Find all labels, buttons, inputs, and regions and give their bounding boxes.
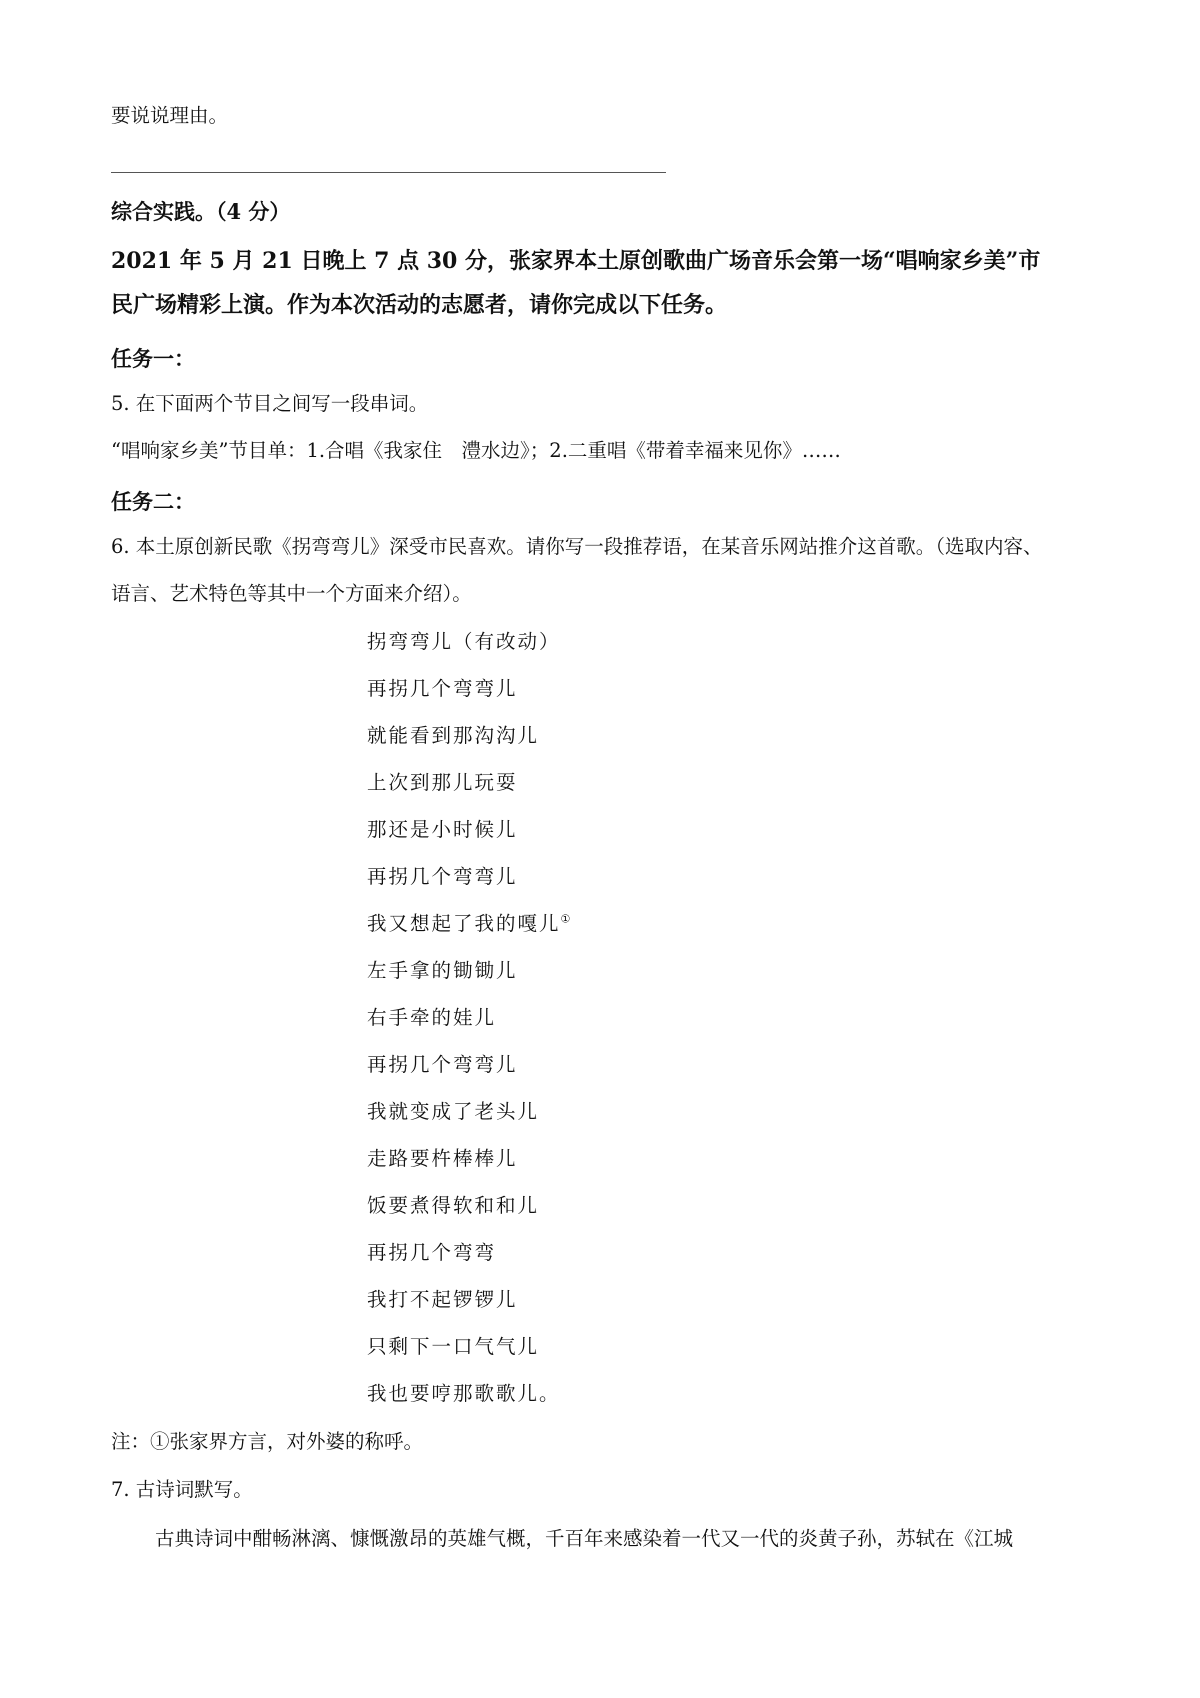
question-6-line-2: 语言、艺术特色等其中一个方面来介绍）。: [111, 582, 472, 605]
poem-line: 我就变成了老头儿: [367, 1100, 540, 1123]
answer-line: [111, 172, 666, 173]
poem-line: 再拐几个弯弯儿: [367, 865, 518, 888]
question-7-text: 古典诗词中酣畅淋漓、慷慨激昂的英雄气概，千百年来感染着一代又一代的炎黄子孙，苏轼在《江城: [155, 1527, 1014, 1550]
footnote-marker: ①: [560, 912, 573, 926]
poem-line: 就能看到那沟沟儿: [367, 724, 540, 747]
task-one-title: 任务一：: [111, 346, 195, 371]
poem-line: 我也要哼那歌歌儿。: [367, 1382, 561, 1405]
poem-line: 左手拿的锄锄儿: [367, 959, 518, 982]
poem-line-with-footnote: [367, 908, 572, 936]
intro-tail-text: 要说说理由。: [111, 104, 229, 127]
event-description-line-1: 2021 年 5 月 21 日晚上 7 点 30 分，张家界本土原创歌曲广场音乐会第一场“唱响家乡美”市: [111, 248, 1041, 274]
poem-line: 再拐几个弯弯儿: [367, 1053, 518, 1076]
poem-line: 我又想起了我的嘎儿: [367, 912, 561, 935]
question-6-line-1: 6. 本土原创新民歌《拐弯弯儿》深受市民喜欢。请你写一段推荐语，在某音乐网站推介这首歌。（选取内容、: [111, 535, 1043, 558]
question-7: 7. 古诗词默写。: [111, 1478, 253, 1501]
poem-line: 再拐几个弯弯: [367, 1241, 497, 1264]
poem-line: 右手牵的娃儿: [367, 1006, 497, 1029]
poem-line: 饭要煮得软和和儿: [367, 1194, 540, 1217]
poem-line: 上次到那儿玩耍: [367, 771, 518, 794]
event-description-line-2: 民广场精彩上演。作为本次活动的志愿者，请你完成以下任务。: [111, 292, 728, 318]
question-5: 5. 在下面两个节目之间写一段串词。: [111, 392, 429, 415]
poem-line: 那还是小时候儿: [367, 818, 518, 841]
poem-title: 拐弯弯儿（有改动）: [367, 630, 561, 653]
task-two-title: 任务二：: [111, 489, 195, 514]
poem-line: 走路要杵棒棒儿: [367, 1147, 518, 1170]
poem-note: 注：①张家界方言，对外婆的称呼。: [111, 1430, 424, 1453]
poem-line: 再拐几个弯弯儿: [367, 677, 518, 700]
section-title: 综合实践。（4 分）: [111, 199, 291, 224]
poem-line: 只剩下一口气气儿: [367, 1335, 540, 1358]
poem-line: 我打不起锣锣儿: [367, 1288, 518, 1311]
program-list: “唱响家乡美”节目单：1.合唱《我家住 澧水边》；2.二重唱《带着幸福来见你》……: [111, 439, 841, 462]
